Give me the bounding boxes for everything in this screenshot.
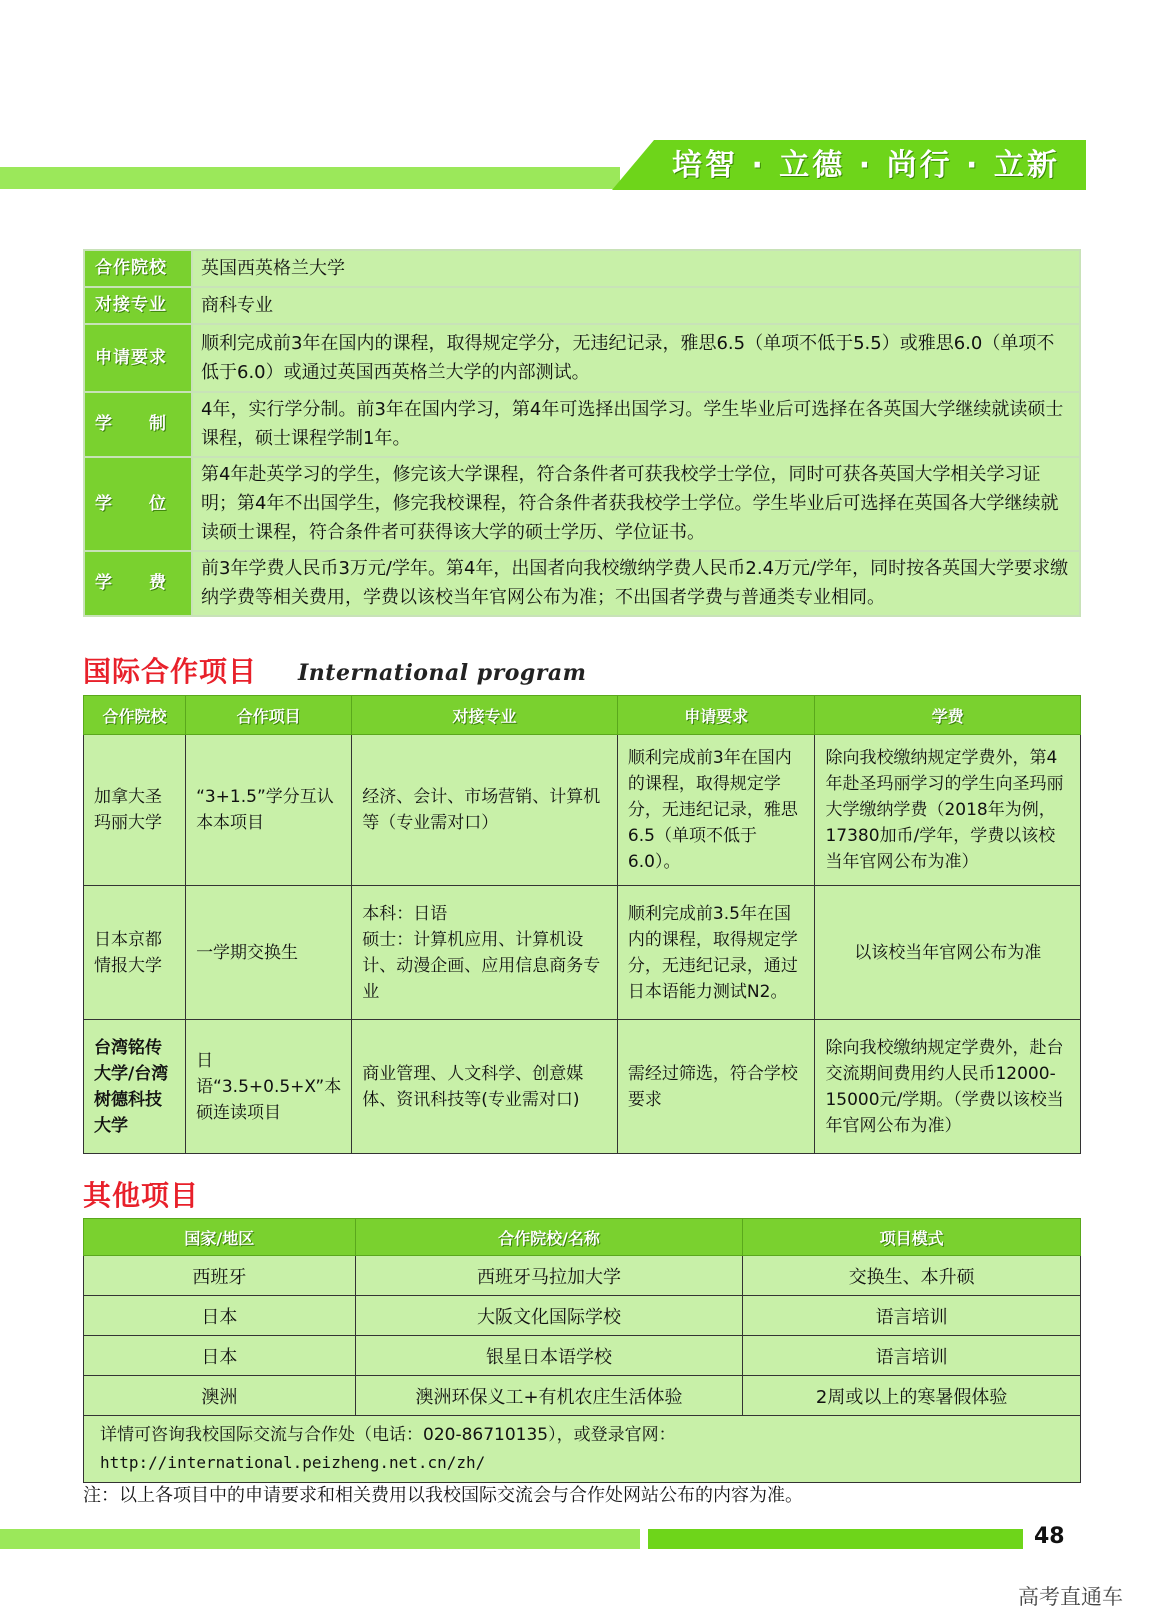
cell-major: 经济、会计、市场营销、计算机等（专业需对口） — [352, 735, 618, 886]
column-header: 合作项目 — [186, 696, 352, 735]
footnote: 注：以上各项目中的申请要求和相关费用以我校国际交流会与合作处网站公布的内容为准。 — [83, 1485, 803, 1506]
column-header: 项目模式 — [743, 1219, 1081, 1256]
intl-section-subtitle: International program — [298, 660, 587, 686]
table-row — [84, 1296, 1081, 1336]
contact-cell — [84, 1416, 1081, 1483]
cell-requirement: 顺利完成前3.5年在国内的课程，取得规定学分，无违纪记录，通过日本语能力测试N2。 — [617, 886, 815, 1020]
table-row — [84, 392, 1080, 457]
cell-school: 澳洲环保义工+有机农庄生活体验 — [355, 1376, 743, 1416]
other-program-table — [83, 1218, 1081, 1483]
cell-school: 日本京都情报大学 — [84, 886, 186, 1020]
cell-requirement: 顺利完成前3年在国内的课程，取得规定学分，无违纪记录，雅思6.5（单项不低于6.0）。 — [617, 735, 815, 886]
cell-school: 加拿大圣玛丽大学 — [84, 735, 186, 886]
cell-fee: 除向我校缴纳规定学费外，第4年赴圣玛丽学习的学生向圣玛丽大学缴纳学费（2018年为例，17380加币/学年，学费以该校当年官网公布为准） — [815, 735, 1081, 886]
cell-mode: 2周或以上的寒暑假体验 — [743, 1376, 1081, 1416]
cell-country: 日本 — [84, 1336, 356, 1376]
cell-major: 商业管理、人文科学、创意媒体、资讯科技等(专业需对口) — [352, 1020, 618, 1154]
table-row — [84, 250, 1080, 287]
row-value: 前3年学费人民币3万元/学年。第4年，出国者向我校缴纳学费人民币2.4万元/学年，同时按各英国大学要求缴纳学费等相关费用，学费以该校当年官网公布为准；不出国者学费与普通类专业相同。 — [192, 551, 1080, 616]
table-row — [84, 1256, 1081, 1296]
row-label: 学 费 — [84, 551, 192, 616]
table-row — [84, 735, 1081, 886]
row-value: 第4年赴英学习的学生，修完该大学课程，符合条件者可获我校学士学位，同时可获各英国大学相关学习证明；第4年不出国学生，修完我校课程，符合条件者获我校学士学位。学生毕业后可选择在英国各大学继续就读硕士课程，符合条件者可获得该大学的硕士学历、学位证书。 — [192, 457, 1080, 551]
cell-major — [352, 886, 618, 1020]
row-value: 4年，实行学分制。前3年在国内学习，第4年可选择出国学习。学生毕业后可选择在各英国大学继续就读硕士课程，硕士课程学制1年。 — [192, 392, 1080, 457]
table-row — [84, 551, 1080, 616]
cell-school: 西班牙马拉加大学 — [355, 1256, 743, 1296]
column-header: 申请要求 — [617, 696, 815, 735]
table-row — [84, 1376, 1081, 1416]
column-header: 对接专业 — [352, 696, 618, 735]
column-header: 合作院校/名称 — [355, 1219, 743, 1256]
major-master: 硕士：计算机应用、计算机设计、动漫企画、应用信息商务专业 — [362, 929, 601, 1002]
table-header-row — [84, 1219, 1081, 1256]
row-label: 对接专业 — [84, 287, 192, 324]
watermark: 高考直通车 — [1018, 1585, 1123, 1609]
cell-project: 日语“3.5+0.5+X”本硕连读项目 — [186, 1020, 352, 1154]
intl-program-table — [83, 695, 1081, 1154]
page-number: 48 — [1034, 1524, 1065, 1549]
cell-school: 银星日本语学校 — [355, 1336, 743, 1376]
column-header: 学费 — [815, 696, 1081, 735]
footer-band — [0, 1529, 640, 1549]
table-row — [84, 886, 1081, 1020]
slogan-text: 培智 · 立德 · 尚行 · 立新 — [672, 148, 1060, 183]
cell-fee: 除向我校缴纳规定学费外，赴台交流期间费用约人民币12000-15000元/学期。（学费以该校当年官网公布为准） — [815, 1020, 1081, 1154]
cell-project: “3+1.5”学分互认本本项目 — [186, 735, 352, 886]
row-label: 申请要求 — [84, 324, 192, 392]
table-row — [84, 1020, 1081, 1154]
intl-section-title: 国际合作项目 — [83, 655, 258, 688]
cell-country: 日本 — [84, 1296, 356, 1336]
row-label: 合作院校 — [84, 250, 192, 287]
cell-school: 台湾铭传大学/台湾树德科技大学 — [84, 1020, 186, 1154]
footer-band-accent — [648, 1529, 1023, 1549]
table-row — [84, 324, 1080, 392]
header-band — [0, 167, 620, 189]
major-bachelor: 本科：日语 — [362, 903, 448, 924]
contact-info: 详情可咨询我校国际交流与合作处（电话：020-86710135），或登录官网： — [100, 1425, 676, 1445]
website-link[interactable]: http://international.peizheng.net.cn/zh/ — [100, 1453, 486, 1472]
cell-school: 大阪文化国际学校 — [355, 1296, 743, 1336]
uwe-program-table — [83, 249, 1081, 617]
table-header-row — [84, 696, 1081, 735]
row-value: 商科专业 — [192, 287, 1080, 324]
cell-mode: 语言培训 — [743, 1296, 1081, 1336]
cell-requirement: 需经过筛选，符合学校要求 — [617, 1020, 815, 1154]
other-section-title: 其他项目 — [83, 1179, 200, 1212]
cell-country: 西班牙 — [84, 1256, 356, 1296]
table-row — [84, 457, 1080, 551]
row-value: 顺利完成前3年在国内的课程，取得规定学分，无违纪记录，雅思6.5（单项不低于5.5）或雅思6.0（单项不低于6.0）或通过英国西英格兰大学的内部测试。 — [192, 324, 1080, 392]
cell-mode: 交换生、本升硕 — [743, 1256, 1081, 1296]
table-row — [84, 1336, 1081, 1376]
row-value: 英国西英格兰大学 — [192, 250, 1080, 287]
cell-fee: 以该校当年官网公布为准 — [815, 886, 1081, 1020]
column-header: 合作院校 — [84, 696, 186, 735]
cell-country: 澳洲 — [84, 1376, 356, 1416]
row-label: 学 位 — [84, 457, 192, 551]
contact-row — [84, 1416, 1081, 1483]
column-header: 国家/地区 — [84, 1219, 356, 1256]
row-label: 学 制 — [84, 392, 192, 457]
table-row — [84, 287, 1080, 324]
cell-project: 一学期交换生 — [186, 886, 352, 1020]
cell-mode: 语言培训 — [743, 1336, 1081, 1376]
